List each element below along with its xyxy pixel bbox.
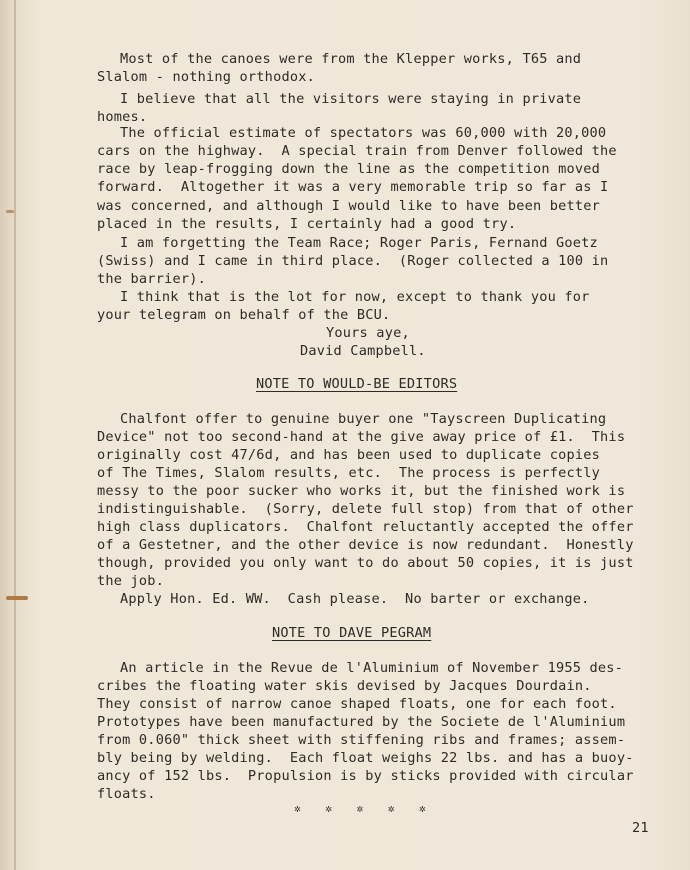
section2-line: ancy of 152 lbs. Propulsion is by sticks provided with circular [97,768,634,784]
staple-mark [6,596,28,600]
section1-line: of a Gestetner, and the other device is now redundant. Honestly [97,537,634,553]
section2-line: Prototypes have been manufactured by the Societe de l'Aluminium [97,714,626,730]
section1-line: high class duplicators. Chalfont reluctantly accepted the offer [97,519,634,535]
section1-line: the job. [97,573,165,589]
body-line: forward. Altogether it was a very memorable trip so far as I [97,179,609,195]
body-line: placed in the results, I certainly had a good try. [97,216,517,232]
section1-line: Chalfont offer to genuine buyer one "Tayscreen Duplicating [120,411,607,427]
section1-line: Apply Hon. Ed. WW. Cash please. No barter or exchange. [120,591,590,607]
section-heading-editors: NOTE TO WOULD-BE EDITORS [256,376,458,392]
closing-salutation: Yours aye, [326,325,410,341]
section1-line: messy to the poor sucker who works it, but the finished work is [97,483,626,499]
section2-line: cribes the floating water skis devised by Jacques Dourdain. [97,678,592,694]
body-line: the barrier). [97,271,206,287]
body-line: I am forgetting the Team Race; Roger Paris, Fernand Goetz [120,235,598,251]
section1-line: originally cost 47/6d, and has been used to duplicate copies [97,447,601,463]
section-separator: ✲ ✲ ✲ ✲ ✲ [294,802,428,815]
body-line: race by leap-frogging down the line as the competition moved [97,161,601,177]
staple-mark-small [6,210,14,213]
body-line: Slalom - nothing orthodox. [97,69,315,85]
section2-line: They consist of narrow canoe shaped floats, one for each foot. [97,696,617,712]
body-line: I believe that all the visitors were staying in private [120,91,582,107]
section2-line: from 0.060" thick sheet with stiffening ribs and frames; assem- [97,732,626,748]
section1-line: of The Times, Slalom results, etc. The process is perfectly [97,465,601,481]
body-line: I think that is the lot for now, except to thank you for [120,289,590,305]
body-line: homes. [97,109,148,125]
section1-line: Device" not too second-hand at the give away price of £1. This [97,429,626,445]
section2-line: floats. [97,786,156,802]
binding-spine [14,0,16,870]
body-line: cars on the highway. A special train from Denver followed the [97,143,617,159]
section2-line: bly being by welding. Each float weighs 22 lbs. and has a buoy- [97,750,634,766]
signature-name: David Campbell. [300,343,426,359]
body-line: The official estimate of spectators was 60,000 with 20,000 [120,125,607,141]
body-line: your telegram on behalf of the BCU. [97,307,391,323]
body-line: was concerned, and although I would like to have been better [97,198,601,214]
section1-line: though, provided you only want to do about 50 copies, it is just [97,555,634,571]
body-line: Most of the canoes were from the Klepper works, T65 and [120,51,582,67]
section1-line: indistinguishable. (Sorry, delete full stop) from that of other [97,501,634,517]
section-heading-pegram: NOTE TO DAVE PEGRAM [272,625,432,641]
page-number: 21 [632,820,649,836]
body-line: (Swiss) and I came in third place. (Roger collected a 100 in [97,253,609,269]
section2-line: An article in the Revue de l'Aluminium of November 1955 des- [120,660,624,676]
